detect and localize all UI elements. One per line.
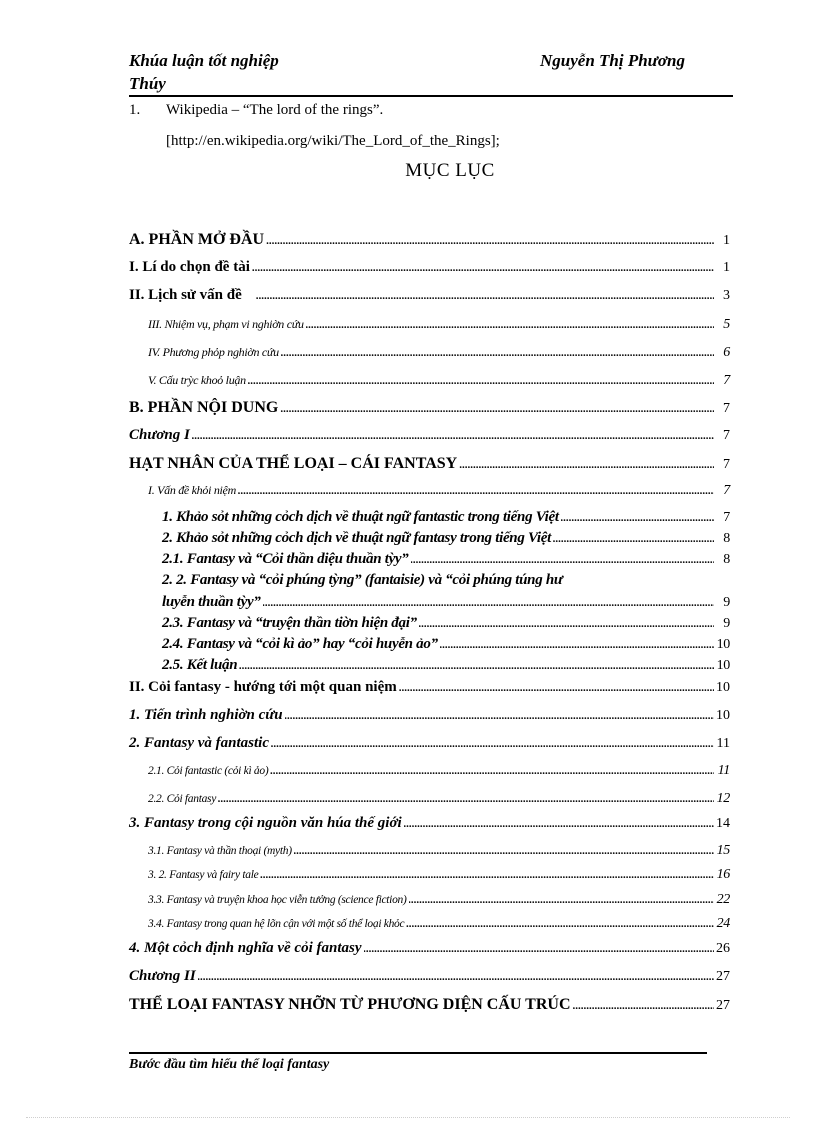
toc-leader bbox=[263, 597, 714, 609]
toc-leader bbox=[198, 971, 714, 983]
toc-leader bbox=[294, 845, 714, 857]
reference-url: [http://en.wikipedia.org/wiki/The_Lord_of_the_Rings]; bbox=[166, 133, 500, 149]
toc-entry-2-5[interactable] bbox=[162, 657, 730, 674]
toc-entry-page: 6 bbox=[723, 345, 730, 360]
toc-entry-label: 2.4. Fantasy và “cỏi kì ảo” hay “cỏi huyễn ảo” bbox=[162, 636, 438, 652]
toc-entry-page: 15 bbox=[716, 843, 730, 858]
toc-entry-page: 8 bbox=[723, 552, 730, 567]
toc-entry-page: 26 bbox=[716, 941, 730, 956]
toc-entry-page: 9 bbox=[723, 595, 730, 610]
toc-entry-2-2-line1: 2. 2. Fantasy và “cỏi phúng tỳng” (fantaisie) và “cỏi phúng túng hư bbox=[162, 572, 563, 588]
toc-entry-chapter-2-title[interactable] bbox=[129, 996, 730, 1014]
toc-entry-3-2[interactable] bbox=[148, 867, 730, 883]
toc-entry-label: V. Cấu trỳc khoỏ luận bbox=[148, 373, 246, 387]
toc-entry-chapter-1-title[interactable] bbox=[129, 455, 730, 473]
toc-entry-label: 2. Fantasy và fantastic bbox=[129, 735, 270, 751]
toc-entry-2-1[interactable] bbox=[162, 551, 730, 568]
toc-leader bbox=[573, 1000, 714, 1012]
toc-entry-chapter-2[interactable] bbox=[129, 968, 730, 985]
toc-leader bbox=[238, 485, 714, 497]
toc-leader bbox=[561, 512, 714, 524]
toc-entry-page: 7 bbox=[723, 483, 730, 498]
toc-title: MỤC LỤC bbox=[405, 160, 495, 181]
toc-entry-page: 10 bbox=[716, 658, 730, 673]
header-title-left: Khúa luận tốt nghiệp bbox=[129, 51, 279, 70]
toc-leader bbox=[266, 235, 714, 247]
toc-entry-3-1[interactable] bbox=[148, 843, 730, 859]
toc-leader bbox=[306, 319, 714, 331]
toc-entry-label: 3.1. Fantasy và thần thoại (myth) bbox=[148, 845, 292, 857]
toc-entry-2-3[interactable] bbox=[162, 615, 730, 632]
toc-entry-page: 7 bbox=[723, 401, 730, 416]
toc-entry-page: 22 bbox=[716, 892, 730, 907]
toc-entry-label: I. Lí do chọn đề tài bbox=[129, 259, 250, 275]
toc-leader bbox=[252, 262, 714, 274]
toc-leader bbox=[256, 290, 714, 302]
toc-entry-b[interactable] bbox=[129, 399, 730, 417]
toc-entry-label: IV. Phương phỏp nghiờn cứu bbox=[148, 345, 279, 359]
toc-entry-2-1-fantastic[interactable] bbox=[148, 763, 730, 779]
toc-entry-page: 1 bbox=[723, 260, 730, 275]
toc-entry-label: 2. Khảo sỏt những cỏch dịch về thuật ngữ fantasy trong tiếng Việt bbox=[162, 530, 551, 546]
toc-leader bbox=[411, 554, 715, 566]
toc-leader bbox=[285, 710, 714, 722]
toc-entry-fantasy-fantastic[interactable] bbox=[129, 735, 730, 752]
toc-entry-label: A. PHẦN MỞ ĐẦU bbox=[129, 231, 265, 248]
toc-leader bbox=[553, 533, 714, 545]
toc-leader bbox=[218, 793, 714, 805]
toc-entry-page: 7 bbox=[723, 428, 730, 443]
toc-leader bbox=[419, 618, 714, 630]
toc-leader bbox=[404, 818, 714, 830]
toc-entry-label: III. Nhiệm vụ, phạm vi nghiờn cứu bbox=[148, 317, 304, 331]
toc-entry-ii[interactable] bbox=[129, 287, 730, 304]
toc-entry-chapter-1[interactable] bbox=[129, 427, 730, 444]
footer-text: Bước đầu tìm hiểu thể loại fantasy bbox=[129, 1057, 330, 1072]
toc-entry-page: 9 bbox=[723, 616, 730, 631]
toc-entry-label: I. Vấn đề khỏi niệm bbox=[148, 483, 236, 497]
toc-entry-v[interactable] bbox=[148, 373, 730, 389]
toc-entry-1-fantastic[interactable] bbox=[162, 509, 730, 526]
toc-entry-origins[interactable] bbox=[129, 815, 730, 832]
footer-rule bbox=[129, 1052, 707, 1054]
toc-entry-label: 3.3. Fantasy và truyện khoa học viễn tưởng (science fiction) bbox=[148, 894, 407, 906]
toc-entry-label: II. Cỏi fantasy - hướng tới một quan niệm bbox=[129, 679, 397, 695]
toc-entry-label: 2.1. Cỏi fantastic (cỏi kì ảo) bbox=[148, 765, 269, 777]
toc-entry-3-3[interactable] bbox=[148, 892, 730, 908]
toc-entry-page: 7 bbox=[723, 510, 730, 525]
reference-text: Wikipedia – “The lord of the rings”. bbox=[166, 102, 384, 118]
toc-entry-a[interactable] bbox=[129, 231, 730, 249]
toc-leader bbox=[192, 430, 714, 442]
toc-entry-page: 27 bbox=[716, 998, 730, 1013]
toc-entry-page: 7 bbox=[723, 457, 730, 472]
toc-entry-label: Chương I bbox=[129, 427, 190, 443]
toc-leader bbox=[440, 639, 714, 651]
toc-entry-page: 10 bbox=[716, 708, 730, 723]
toc-entry-definition[interactable] bbox=[129, 940, 730, 957]
toc-leader bbox=[248, 375, 714, 387]
toc-entry-label: HẠT NHÂN CỦA THỂ LOẠI – CÁI FANTASY bbox=[129, 455, 458, 472]
toc-entry-page: 24 bbox=[716, 916, 730, 931]
toc-entry-research[interactable] bbox=[129, 707, 730, 724]
toc-entry-label: 2.5. Kết luận bbox=[162, 657, 238, 673]
toc-leader bbox=[271, 738, 714, 750]
toc-entry-page: 7 bbox=[723, 373, 730, 388]
toc-entry-3-4[interactable] bbox=[148, 916, 730, 932]
toc-entry-page: 10 bbox=[716, 680, 730, 695]
toc-leader bbox=[399, 682, 714, 694]
toc-entry-label: 3.4. Fantasy trong quan hệ lõn cận với một số thể loại khỏc bbox=[148, 918, 405, 930]
toc-entry-label: 2.2. Cỏi fantasy bbox=[148, 793, 217, 805]
toc-entry-page: 1 bbox=[723, 233, 730, 248]
header-rule bbox=[129, 95, 733, 97]
toc-leader bbox=[406, 918, 714, 930]
header-author-continued: Thúy bbox=[129, 74, 166, 93]
toc-entry-page: 11 bbox=[717, 763, 730, 778]
toc-leader bbox=[409, 894, 714, 906]
toc-entry-2-4[interactable] bbox=[162, 636, 730, 653]
toc-leader bbox=[260, 869, 714, 881]
toc-leader bbox=[280, 403, 714, 415]
toc-entry-label: 4. Một cỏch định nghĩa về cỏi fantasy bbox=[129, 940, 362, 956]
header-author: Nguyễn Thị Phương bbox=[540, 51, 685, 70]
toc-leader bbox=[281, 347, 714, 359]
toc-entry-label: THỂ LOẠI FANTASY NHỠN TỪ PHƯƠNG DIỆN CẤU TRÚC bbox=[129, 996, 571, 1013]
toc-entry-label: 3. 2. Fantasy và fairy tale bbox=[148, 869, 259, 881]
toc-entry-2-2-fantasy[interactable] bbox=[148, 791, 730, 807]
reference-number: 1. bbox=[129, 102, 141, 118]
toc-leader bbox=[459, 459, 714, 471]
toc-leader bbox=[239, 660, 714, 672]
toc-entry-page: 12 bbox=[716, 791, 730, 806]
toc-leader bbox=[270, 765, 714, 777]
toc-entry-label: 2.1. Fantasy và “Cỏi thần diệu thuần tỳy” bbox=[162, 551, 409, 567]
toc-entry-label: B. PHẦN NỘI DUNG bbox=[129, 399, 279, 416]
toc-entry-page: 11 bbox=[716, 736, 730, 751]
toc-entry-label: 3. Fantasy trong cội nguồn văn húa thế giới bbox=[129, 815, 402, 831]
toc-entry-page: 16 bbox=[716, 867, 730, 882]
page-bottom-border bbox=[26, 1117, 790, 1118]
toc-entry-page: 14 bbox=[716, 816, 730, 831]
toc-entry-label: 2.3. Fantasy và “truyện thần tiờn hiện đại” bbox=[162, 615, 417, 631]
toc-entry-iii[interactable] bbox=[148, 317, 730, 333]
toc-entry-label: 1. Khảo sỏt những cỏch dịch về thuật ngữ fantastic trong tiếng Việt bbox=[162, 509, 559, 525]
toc-entry-2-2[interactable] bbox=[162, 594, 730, 611]
toc-entry-label: 1. Tiến trình nghiờn cứu bbox=[129, 707, 283, 723]
toc-entry-ii-concept[interactable] bbox=[129, 679, 730, 696]
toc-entry-label: Chương II bbox=[129, 968, 196, 984]
toc-leader bbox=[364, 943, 714, 955]
toc-entry-page: 10 bbox=[716, 637, 730, 652]
toc-entry-i[interactable] bbox=[129, 259, 730, 276]
toc-entry-iv[interactable] bbox=[148, 345, 730, 361]
toc-entry-page: 8 bbox=[723, 531, 730, 546]
toc-entry-page: 3 bbox=[723, 288, 730, 303]
toc-entry-page: 27 bbox=[716, 969, 730, 984]
toc-entry-concept[interactable] bbox=[148, 483, 730, 499]
toc-entry-2-fantasy[interactable] bbox=[162, 530, 730, 547]
toc-entry-page: 5 bbox=[723, 317, 730, 332]
toc-entry-label: II. Lịch sử vấn đề bbox=[129, 287, 242, 303]
toc-entry-label: luyễn thuần tỳy” bbox=[162, 594, 261, 610]
